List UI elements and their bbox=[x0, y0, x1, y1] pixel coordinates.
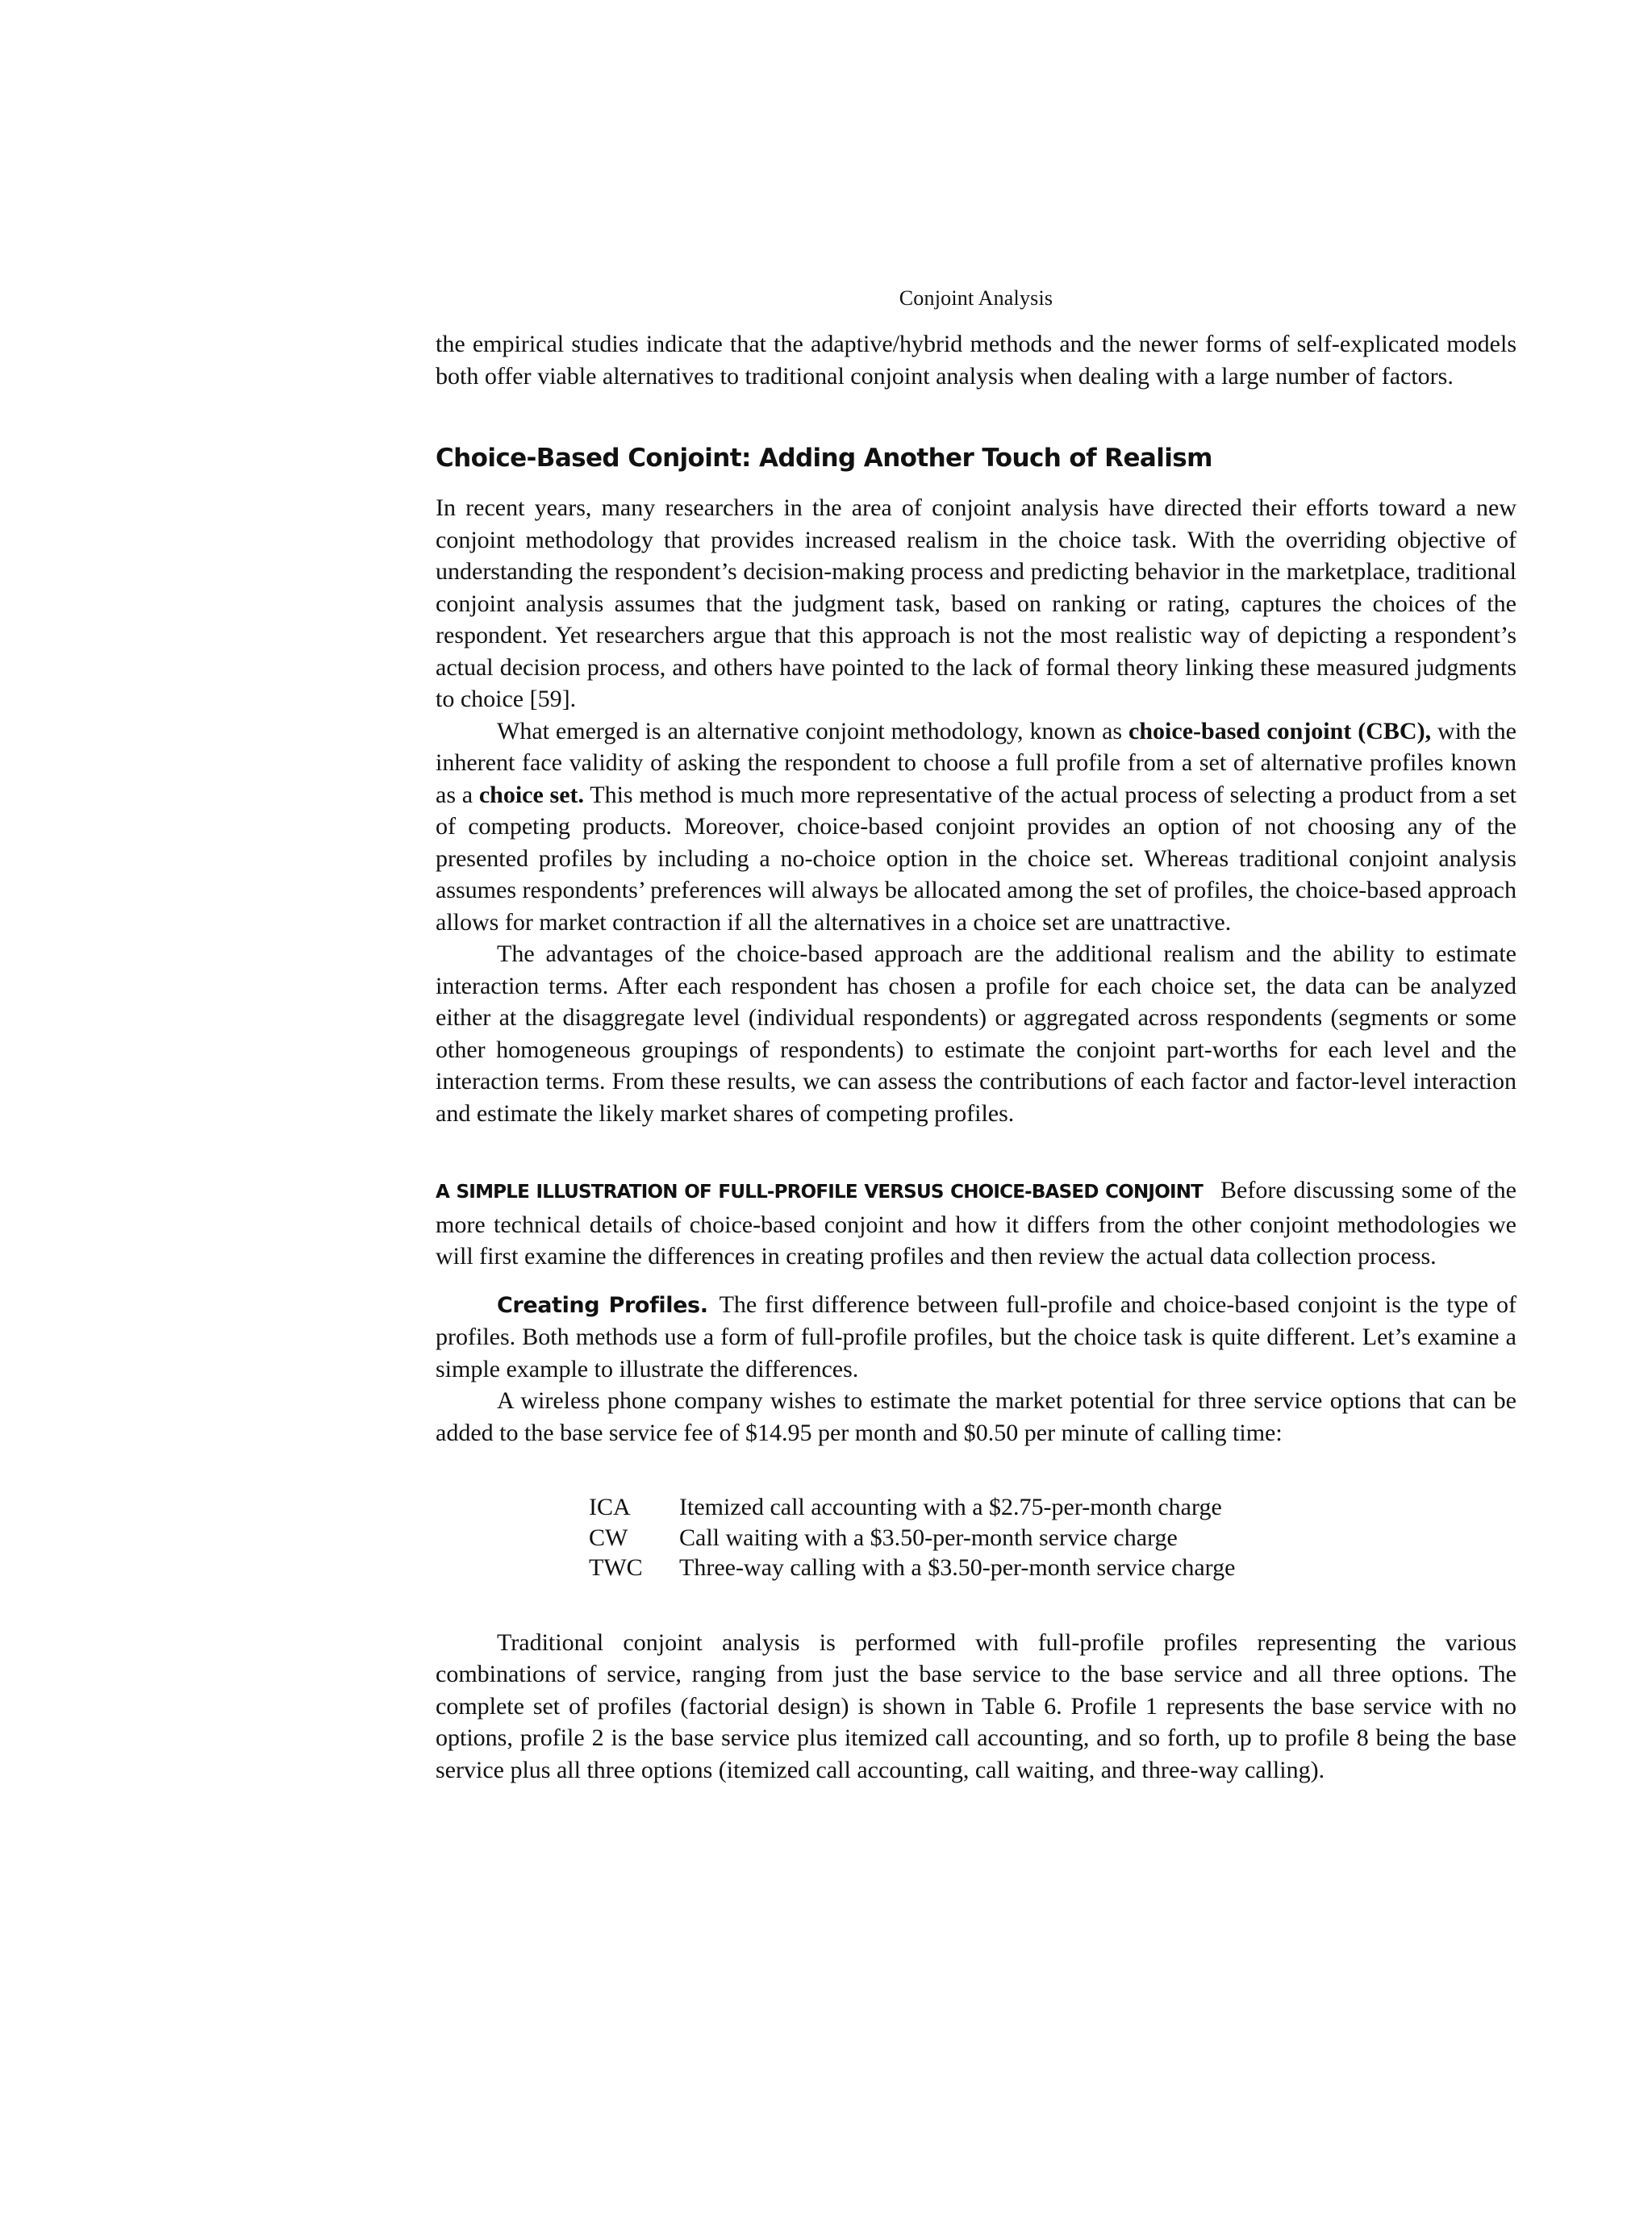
text-span: This method is much more representative of the actual process of selecting a product from a set of competing products. Moreover, choice-based conjoint provides an option of not choosing any of the presented profiles by including a no-choice option in the choice set. Whereas traditional conjoint analysis assumes respondents’ preferences will always be allocated among the set of profiles, the choice-based approach allows for market contraction if all the alternatives in a choice set are unattractive. bbox=[436, 781, 1517, 936]
section-heading: Choice-Based Conjoint: Adding Another Touch of Realism bbox=[436, 444, 1212, 473]
text-span: What emerged is an alternative conjoint methodology, known as bbox=[497, 717, 1129, 744]
page-content bbox=[436, 286, 1516, 1786]
final-paragraph: Traditional conjoint analysis is performed with full-profile profiles representing the various combinations of service, ranging from just the base service to the base service and all three options. The complete set of profiles (factorial design) is shown in Table 6. Profile 1 represents the base service with no options, profile 2 is the base service plus itemized call accounting, and so forth, up to profile 8 being the base service plus all three options (itemized call accounting, call waiting, and three-way calling). bbox=[436, 1628, 1516, 1783]
option-description: Three-way calling with a $3.50-per-month service charge bbox=[679, 1554, 1236, 1581]
illustration-paragraph bbox=[436, 1174, 1516, 1273]
creating-profiles-heading: Creating Profiles. bbox=[497, 1292, 708, 1318]
option-code: CW bbox=[589, 1524, 628, 1551]
option-code: TWC bbox=[589, 1554, 643, 1581]
term-choice-based-conjoint: choice-based conjoint (CBC), bbox=[1128, 717, 1432, 744]
section-paragraph-3: The advantages of the choice-based approach are the additional realism and the ability to estimate interaction terms. After each respondent has chosen a profile for each choice set, the data can be analyzed either at the disaggregate level (individual respondents) or aggregated across respondents (segments or some other homogeneous groupings of respondents) to estimate the conjoint part-worths for each level and the interaction terms. From these results, we can assess the contributions of each factor and factor-level interaction and estimate the likely market shares of competing profiles. bbox=[436, 940, 1516, 1127]
option-description: Itemized call accounting with a $2.75-per-month charge bbox=[679, 1494, 1222, 1520]
illustration-text: Before discussing some of the more technical details of choice-based conjoint and how it differs from the other conjoint methodologies we will first examine the differences in creating profiles and then review the actual data collection process. bbox=[436, 1177, 1516, 1270]
section-paragraph-2 bbox=[436, 715, 1516, 939]
running-head: Conjoint Analysis bbox=[899, 286, 1053, 310]
option-row bbox=[589, 1492, 1516, 1523]
term-choice-set: choice set. bbox=[478, 781, 585, 808]
section-paragraph-1: In recent years, many researchers in the area of conjoint analysis have directed their efforts toward a new conjoint methodology that provides increased realism in the choice task. With the overriding objective of understanding the respondent’s decision-making process and predicting behavior in the marketplace, traditional conjoint analysis assumes that the judgment task, based on ranking or rating, captures the choices of the respondent. Yet researchers argue that this approach is not the most realistic way of depicting a respondent’s actual decision process, and others have pointed to the lack of formal theory linking these measured judgments to choice [59]. bbox=[436, 494, 1516, 712]
option-row bbox=[589, 1553, 1516, 1583]
option-code: ICA bbox=[589, 1494, 631, 1520]
text-span: with the inherent face validity of asking the respondent to choose a full profile from a set of alternative profiles known as a bbox=[436, 717, 1516, 808]
service-options-list bbox=[589, 1492, 1516, 1583]
option-row bbox=[589, 1523, 1516, 1553]
creating-profiles-paragraph bbox=[436, 1289, 1516, 1386]
illustration-heading: A SIMPLE ILLUSTRATION OF FULL-PROFILE VERSUS CHOICE-BASED CONJOINT bbox=[436, 1182, 1204, 1203]
option-description: Call waiting with a $3.50-per-month service charge bbox=[679, 1524, 1178, 1551]
creating-profiles-text: The first difference between full-profile and choice-based conjoint is the type of profiles. Both methods use a form of full-profile profiles, but the choice task is quite different. Let’s examine a simple example to illustrate the differences. bbox=[436, 1291, 1517, 1382]
wireless-paragraph: A wireless phone company wishes to estimate the market potential for three service options that can be added to the base service fee of $14.95 per month and $0.50 per minute of calling time: bbox=[436, 1387, 1516, 1446]
intro-paragraph: the empirical studies indicate that the adaptive/hybrid methods and the newer forms of self-explicated models both offer viable alternatives to traditional conjoint analysis when dealing with a large number of factors. bbox=[436, 331, 1516, 390]
